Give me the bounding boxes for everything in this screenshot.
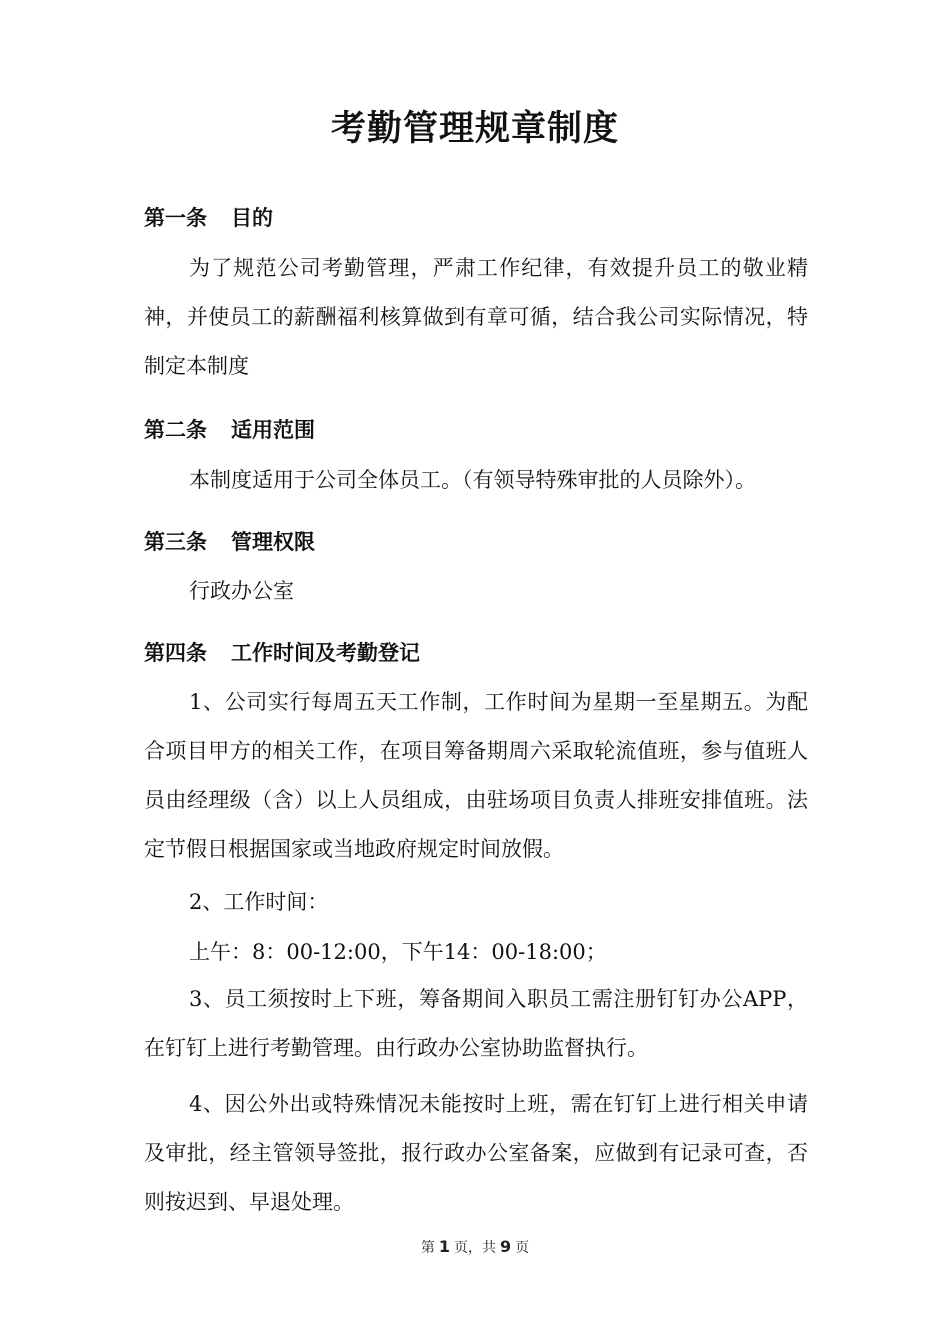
article-3-number: 第三条 — [144, 530, 207, 554]
article-4-paragraph-1: 1、公司实行每周五天工作制，工作时间为星期一至星期五。为配合项目甲方的相关工作，在项目筹备期周六采取轮流值班，参与值班人员由经理级（含）以上人员组成，由驻场项目负责人排班安排值班。法定节假日根据国家或当地政府规定时间放假。 — [144, 690, 808, 861]
article-3-heading — [144, 527, 844, 557]
article-4-paragraph-4: 3、员工须按时上下班，筹备期间入职员工需注册钉钉办公APP，在钉钉上进行考勤管理。由行政办公室协助监督执行。 — [144, 987, 808, 1060]
article-2-title: 适用范围 — [231, 418, 315, 442]
page-footer — [0, 1236, 950, 1259]
article-4-title: 工作时间及考勤登记 — [231, 641, 420, 665]
article-3-title: 管理权限 — [231, 530, 315, 554]
article-1-title: 目的 — [231, 206, 273, 230]
footer-middle: 页，共 — [454, 1240, 496, 1256]
footer-prefix: 第 — [420, 1240, 435, 1256]
article-4-number: 第四条 — [144, 641, 207, 665]
article-4-paragraph-5: 4、因公外出或特殊情况未能按时上班，需在钉钉上进行相关申请及审批，经主管领导签批，报行政办公室备案，应做到有记录可查，否则按迟到、早退处理。 — [144, 1092, 808, 1214]
article-4-paragraph-3: 上午：8：00-12:00，下午14：00-18:00； — [189, 940, 607, 964]
article-1-heading — [144, 203, 844, 233]
footer-total-pages: 9 — [500, 1237, 512, 1256]
article-2-paragraph-1: 本制度适用于公司全体员工。（有领导特殊审批的人员除外）。 — [189, 468, 756, 492]
article-2-heading — [144, 415, 844, 445]
article-4-heading — [144, 638, 844, 668]
document-title: 考勤管理规章制度 — [330, 109, 619, 149]
article-3-paragraph-1: 行政办公室 — [189, 579, 294, 603]
article-1-paragraph-1: 为了规范公司考勤管理，严肃工作纪律，有效提升员工的敬业精神，并使员工的薪酬福利核算做到有章可循，结合我公司实际情况，特制定本制度 — [144, 256, 808, 378]
footer-current-page: 1 — [438, 1237, 450, 1256]
article-4-paragraph-2: 2、工作时间： — [189, 890, 329, 914]
article-2-number: 第二条 — [144, 418, 207, 442]
article-1-number: 第一条 — [144, 206, 207, 230]
footer-suffix: 页 — [515, 1240, 530, 1256]
